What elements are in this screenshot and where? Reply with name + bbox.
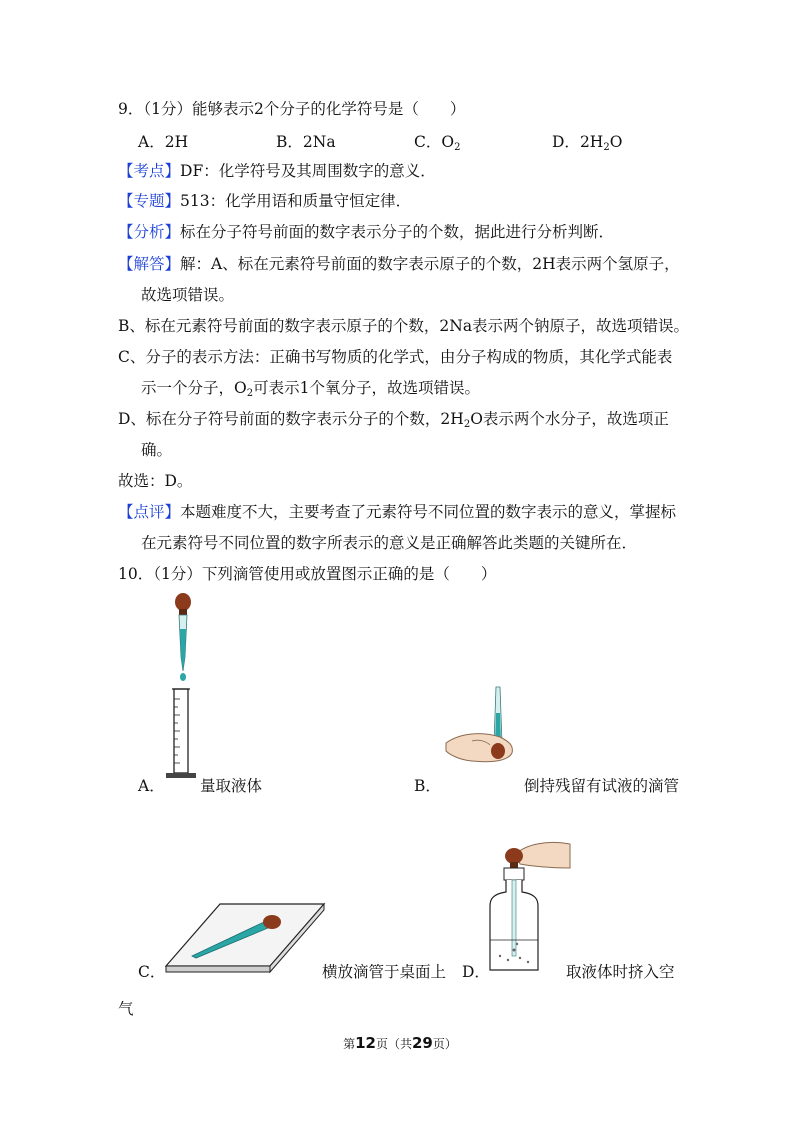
jieda-a1: 解：A、标在元素符号前面的数字表示原子的个数，2H表示两个氢原子， [180, 255, 680, 273]
kaodian-tag: 【考点】 [118, 162, 181, 180]
jieda-d2: 确。 [141, 441, 173, 459]
jieda-b: B、标在元素符号前面的数字表示原子的个数，2Na表示两个钠原子，故选项错误。 [118, 317, 690, 335]
option-d-label: D． [552, 133, 580, 151]
footer-middle: 页（共 [375, 1037, 412, 1051]
dianping-2: 在元素符号不同位置的数字所表示的意义是正确解答此类题的关键所在． [141, 534, 638, 552]
jieda-c2-pre: 示一个分子，O [141, 379, 247, 397]
jieda-c2-post: 可表示1个氧分子，故选项错误。 [253, 379, 480, 397]
jieda-tag: 【解答】 [118, 255, 181, 273]
q10-option-d-label: D． [462, 963, 490, 981]
option-d-sub: 2 [603, 142, 610, 153]
footer-prefix: 第 [343, 1037, 356, 1051]
jieda-c2-sub: 2 [246, 388, 254, 399]
q9-option-c [414, 130, 460, 152]
dianping-tag: 【点评】 [118, 503, 181, 521]
jieda-c2 [141, 377, 480, 399]
q10-option-b-caption: 倒持残留有试液的滴管 [524, 777, 680, 795]
zhuanti-line [118, 190, 411, 212]
q10-stem: 10．（1分）下列滴管使用或放置图示正确的是（ ） [118, 565, 497, 583]
kaodian-text: DF：化学符号及其周围数字的意义． [180, 162, 436, 180]
figure-d-dropper-in-bottle [486, 834, 572, 976]
option-c-sub: 2 [454, 142, 461, 153]
q9-stem: 9．（1分）能够表示2个分子的化学符号是（ ） [118, 100, 466, 118]
option-d-pre: 2H [579, 133, 604, 151]
option-b-text: 2Na [302, 133, 336, 151]
option-b-label: B． [276, 133, 303, 151]
q10-option-d-caption: 取液体时挤入空 [566, 963, 675, 981]
option-d-post: O [609, 133, 623, 151]
kaodian-line [118, 160, 436, 182]
jieda-d1-sub: 2 [463, 419, 471, 430]
figure-a-dropper-cylinder [160, 585, 220, 785]
zhuanti-text: 513：化学用语和质量守恒定律． [180, 192, 412, 210]
q10-option-d-caption-cont: 气 [118, 1000, 134, 1018]
q10-option-c-label: C． [138, 963, 166, 981]
q10-option-c-caption: 横放滴管于桌面上 [322, 963, 447, 981]
option-a-label: A． [138, 133, 165, 151]
dianping-1: 本题难度不大，主要考查了元素符号不同位置的数字表示的意义，掌握标 [180, 503, 677, 521]
option-a-text: 2H [164, 133, 189, 151]
q9-option-d [552, 130, 622, 152]
page-footer [0, 1034, 800, 1052]
figure-c-dropper-on-table [162, 900, 326, 980]
fenxi-tag: 【分析】 [118, 223, 181, 241]
figure-b-hand-dropper [442, 683, 524, 775]
footer-page-number: 12 [355, 1034, 376, 1052]
option-c-main: O [441, 133, 455, 151]
footer-suffix: 页） [432, 1037, 457, 1051]
jieda-d1-pre: D、标在分子符号前面的数字表示分子的个数，2H [118, 410, 464, 428]
q10-option-a-label: A． [138, 777, 165, 795]
jieda-d1-post: O表示两个水分子，故选项正 [470, 410, 669, 428]
zhuanti-tag: 【专题】 [118, 192, 181, 210]
jieda-c1: C、分子的表示方法：正确书写物质的化学式，由分子构成的物质，其化学式能表 [118, 348, 673, 366]
q9-option-b [276, 130, 336, 152]
answer-line: 故选：D。 [118, 472, 193, 490]
q10-option-b-label: B． [414, 777, 441, 795]
fenxi-line [118, 221, 614, 243]
jieda-a2: 故选项错误。 [141, 286, 235, 304]
footer-total-pages: 29 [412, 1034, 433, 1052]
option-c-label: C． [414, 133, 442, 151]
q10-option-a-caption: 量取液体 [200, 777, 263, 795]
q9-option-a [138, 130, 188, 152]
jieda-d1 [118, 408, 669, 430]
dianping-line-1 [118, 501, 676, 523]
fenxi-text: 标在分子符号前面的数字表示分子的个数，据此进行分析判断． [180, 223, 615, 241]
jieda-line-1 [118, 253, 680, 275]
